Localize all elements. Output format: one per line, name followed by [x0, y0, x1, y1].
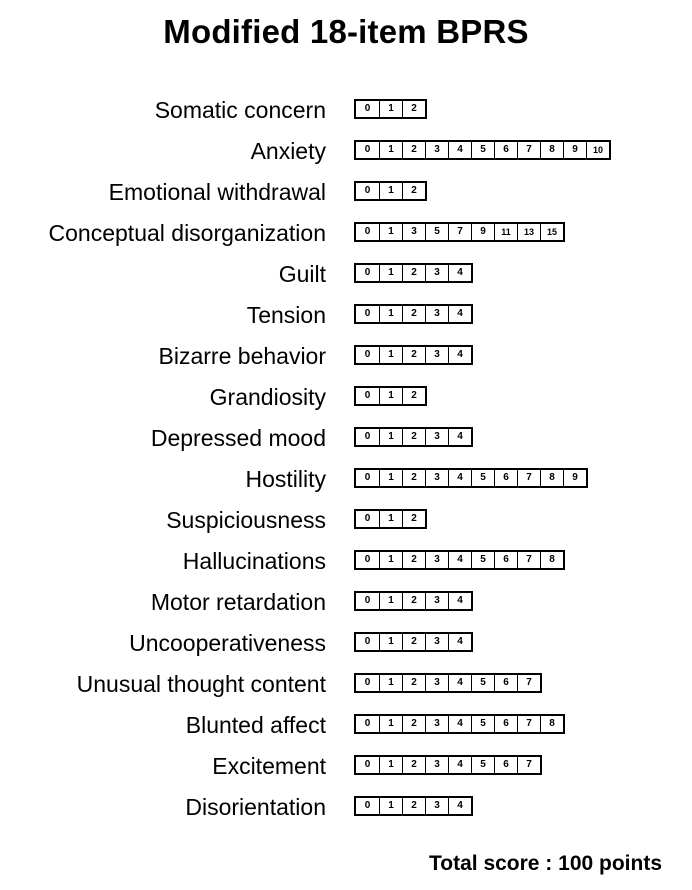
score-cell: 7: [517, 716, 540, 732]
score-cell: 3: [425, 675, 448, 691]
score-cell: 0: [364, 226, 371, 237]
score-scale: [354, 304, 473, 324]
bprs-item: [0, 420, 692, 461]
score-cell: 2: [402, 265, 425, 281]
item-label: Unusual thought content: [76, 671, 326, 697]
score-cell: 5: [471, 757, 494, 773]
score-cell: 2: [402, 511, 425, 527]
score-cell: 2: [402, 716, 425, 732]
item-label: Grandiosity: [209, 384, 326, 410]
score-cell: 4: [448, 306, 471, 322]
score-cell: 10: [586, 142, 609, 158]
bprs-item: [0, 789, 692, 830]
score-scale: [354, 632, 473, 652]
score-cell: 6: [494, 470, 517, 486]
score-cell: 4: [448, 757, 471, 773]
score-cell: 15: [540, 224, 563, 240]
score-cell: 2: [402, 306, 425, 322]
score-cell: 3: [425, 306, 448, 322]
score-cell: 2: [402, 798, 425, 814]
score-cell: 3: [425, 757, 448, 773]
score-cell: 4: [448, 265, 471, 281]
score-cell: 1: [379, 675, 402, 691]
score-cell: 2: [402, 470, 425, 486]
score-cell: 0: [364, 472, 371, 483]
bprs-item: [0, 666, 692, 707]
item-label: Tension: [246, 302, 326, 328]
item-label: Disorientation: [185, 794, 326, 820]
score-cell: 13: [517, 224, 540, 240]
score-scale: [354, 140, 611, 160]
score-cell: 1: [379, 388, 402, 404]
score-cell: 6: [494, 142, 517, 158]
score-cell: 1: [379, 470, 402, 486]
score-cell: 1: [379, 265, 402, 281]
score-cell: 1: [379, 716, 402, 732]
score-scale: [354, 263, 473, 283]
total-score: Total score : 100 points: [429, 852, 662, 875]
score-cell: 1: [379, 757, 402, 773]
score-cell: 0: [364, 267, 371, 278]
score-cell: 5: [471, 716, 494, 732]
score-cell: 1: [379, 552, 402, 568]
score-cell: 1: [379, 224, 402, 240]
item-label: Blunted affect: [185, 712, 326, 738]
score-scale: [354, 181, 427, 201]
score-cell: 1: [379, 347, 402, 363]
score-cell: 1: [379, 798, 402, 814]
bprs-item: [0, 707, 692, 748]
bprs-item-list: [0, 92, 692, 830]
score-cell: 4: [448, 470, 471, 486]
score-cell: 2: [402, 347, 425, 363]
score-cell: 8: [540, 142, 563, 158]
score-cell: 0: [364, 349, 371, 360]
score-scale: [354, 550, 565, 570]
item-label: Hallucinations: [182, 548, 326, 574]
score-cell: 2: [402, 757, 425, 773]
score-scale: [354, 796, 473, 816]
score-cell: 5: [471, 470, 494, 486]
score-cell: 8: [540, 470, 563, 486]
score-cell: 4: [448, 716, 471, 732]
score-cell: 0: [364, 431, 371, 442]
item-label: Emotional withdrawal: [108, 179, 326, 205]
bprs-item: [0, 625, 692, 666]
score-cell: 8: [540, 552, 563, 568]
bprs-item: [0, 748, 692, 789]
score-cell: 7: [517, 470, 540, 486]
score-cell: 8: [540, 716, 563, 732]
score-scale: [354, 468, 588, 488]
score-cell: 3: [425, 347, 448, 363]
score-cell: 4: [448, 675, 471, 691]
score-cell: 2: [402, 634, 425, 650]
score-cell: 3: [425, 552, 448, 568]
score-cell: 9: [471, 224, 494, 240]
score-cell: 0: [364, 513, 371, 524]
score-cell: 0: [364, 759, 371, 770]
score-cell: 1: [379, 101, 402, 117]
bprs-item: [0, 502, 692, 543]
score-cell: 3: [402, 224, 425, 240]
item-label: Guilt: [278, 261, 326, 287]
score-cell: 2: [402, 142, 425, 158]
item-label: Uncooperativeness: [129, 630, 326, 656]
bprs-item: [0, 338, 692, 379]
score-cell: 1: [379, 306, 402, 322]
diagram-title: Modified 18-item BPRS: [163, 13, 529, 50]
score-cell: 4: [448, 429, 471, 445]
score-cell: 5: [471, 675, 494, 691]
score-cell: 7: [517, 675, 540, 691]
bprs-item: [0, 543, 692, 584]
score-cell: 9: [563, 470, 586, 486]
score-cell: 2: [402, 183, 425, 199]
score-cell: 7: [517, 142, 540, 158]
bprs-item: [0, 297, 692, 338]
score-cell: 5: [471, 142, 494, 158]
score-cell: 11: [494, 224, 517, 240]
score-cell: 7: [517, 757, 540, 773]
score-scale: [354, 99, 427, 119]
score-cell: 9: [563, 142, 586, 158]
score-scale: [354, 222, 565, 242]
score-cell: 3: [425, 142, 448, 158]
score-cell: 0: [364, 308, 371, 319]
score-cell: 6: [494, 675, 517, 691]
score-cell: 0: [364, 390, 371, 401]
bprs-item: [0, 256, 692, 297]
bprs-item: [0, 584, 692, 625]
score-cell: 3: [425, 593, 448, 609]
score-cell: 1: [379, 593, 402, 609]
score-cell: 2: [402, 101, 425, 117]
score-cell: 1: [379, 429, 402, 445]
score-cell: 1: [379, 142, 402, 158]
bprs-item: [0, 215, 692, 256]
bprs-item: [0, 174, 692, 215]
score-cell: 5: [425, 224, 448, 240]
score-scale: [354, 427, 473, 447]
score-cell: 0: [364, 800, 371, 811]
score-cell: 1: [379, 634, 402, 650]
item-label: Hostility: [245, 466, 326, 492]
score-cell: 3: [425, 429, 448, 445]
score-scale: [354, 755, 542, 775]
score-cell: 0: [364, 554, 371, 565]
score-cell: 3: [425, 716, 448, 732]
score-cell: 7: [517, 552, 540, 568]
item-label: Anxiety: [250, 138, 326, 164]
score-cell: 4: [448, 798, 471, 814]
item-label: Suspiciousness: [166, 507, 326, 533]
score-cell: 3: [425, 634, 448, 650]
score-cell: 3: [425, 798, 448, 814]
score-cell: 2: [402, 552, 425, 568]
bprs-item: [0, 92, 692, 133]
score-cell: 6: [494, 716, 517, 732]
bprs-item: [0, 133, 692, 174]
score-cell: 0: [364, 595, 371, 606]
score-scale: [354, 345, 473, 365]
item-label: Excitement: [212, 753, 326, 779]
item-label: Motor retardation: [150, 589, 326, 615]
score-cell: 1: [379, 511, 402, 527]
score-cell: 4: [448, 142, 471, 158]
score-cell: 0: [364, 144, 371, 155]
bprs-item: [0, 461, 692, 502]
score-cell: 1: [379, 183, 402, 199]
score-cell: 6: [494, 757, 517, 773]
score-scale: [354, 591, 473, 611]
score-cell: 3: [425, 470, 448, 486]
score-cell: 7: [448, 224, 471, 240]
score-scale: [354, 714, 565, 734]
item-label: Bizarre behavior: [158, 343, 326, 369]
score-cell: 0: [364, 718, 371, 729]
score-cell: 4: [448, 593, 471, 609]
score-cell: 2: [402, 388, 425, 404]
score-cell: 2: [402, 593, 425, 609]
score-cell: 0: [364, 103, 371, 114]
bprs-item: [0, 379, 692, 420]
score-scale: [354, 673, 542, 693]
score-cell: 4: [448, 552, 471, 568]
score-cell: 2: [402, 429, 425, 445]
item-label: Depressed mood: [150, 425, 326, 451]
score-cell: 3: [425, 265, 448, 281]
item-label: Somatic concern: [154, 97, 326, 123]
score-cell: 4: [448, 347, 471, 363]
score-cell: 2: [402, 675, 425, 691]
score-cell: 0: [364, 185, 371, 196]
score-cell: 0: [364, 677, 371, 688]
score-cell: 5: [471, 552, 494, 568]
score-cell: 0: [364, 636, 371, 647]
score-scale: [354, 509, 427, 529]
score-cell: 6: [494, 552, 517, 568]
score-scale: [354, 386, 427, 406]
score-cell: 4: [448, 634, 471, 650]
item-label: Conceptual disorganization: [48, 220, 326, 246]
